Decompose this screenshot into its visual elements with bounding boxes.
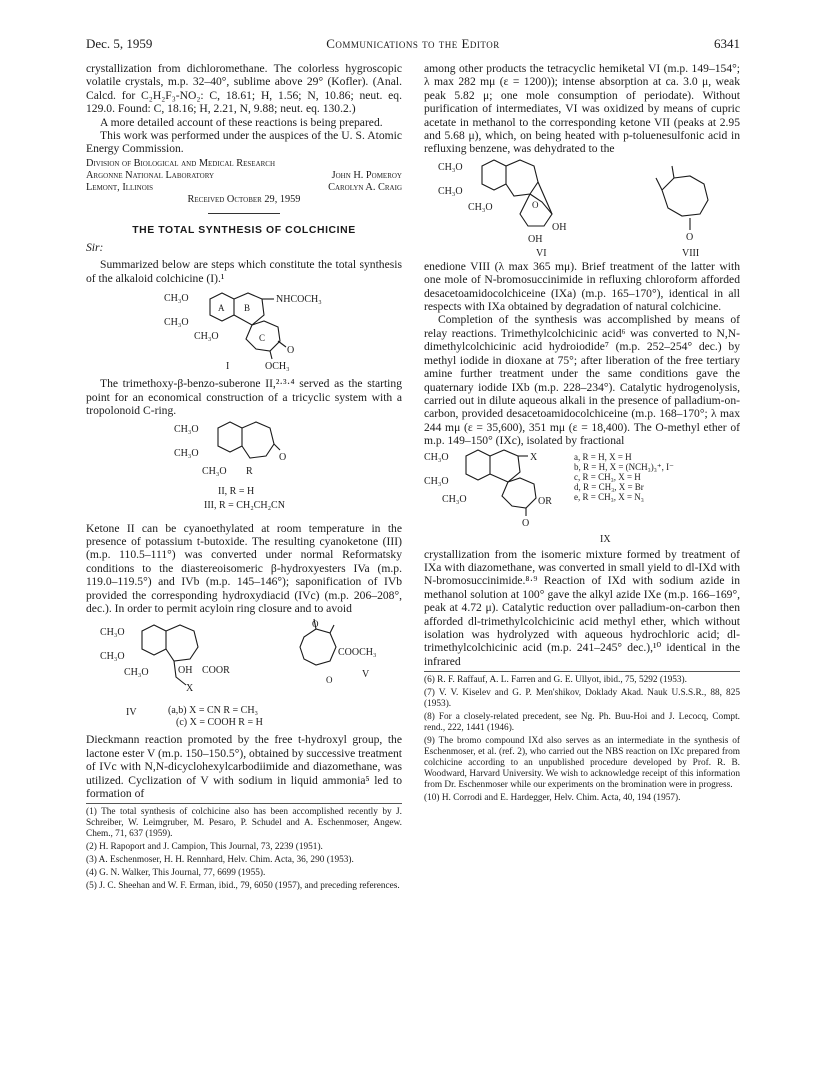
benzene-ring-bonds — [142, 625, 166, 655]
compound-label: II, R = H — [218, 485, 255, 497]
ring-bonds — [490, 450, 520, 482]
footnote-divider — [424, 671, 740, 672]
methoxy-label: CH₃O — [442, 493, 467, 505]
compound-label: I — [226, 361, 230, 373]
paragraph: This work was performed under the auspices of the U. S. Atomic Energy Commission. — [86, 129, 402, 156]
received-date: Received October 29, 1959 — [187, 194, 301, 206]
variant-label: d, R = CH₃, X = Br — [574, 481, 644, 492]
methoxy-label: CH₃O — [438, 185, 463, 197]
right-column — [424, 62, 740, 804]
bridge-bonds — [520, 194, 552, 226]
compound-label: VI — [536, 247, 547, 259]
affiliation-block — [86, 158, 402, 207]
methoxy-label: CH₃O — [438, 161, 463, 173]
x-group-label: X — [186, 683, 194, 695]
bond — [274, 444, 280, 450]
ring-label: C — [259, 333, 266, 344]
variant-label: b, R = H, X = (NCH₃)₃⁺, I⁻ — [574, 461, 674, 472]
oxo-label: O — [522, 517, 530, 529]
compound-label: IV — [126, 707, 137, 719]
oxo-label: O — [686, 231, 694, 243]
paragraph: Completion of the synthesis was accomplished by means of relay reactions. Trimethylcolchicinic acid⁶ was converted to N,N-dimethylcolchicinic acid hydroiodide⁷ (m.p. 252–254° dec.) by methyl iodide in dioxane at 75°; after liberation of the free tertiary amine further treatment under the same conditions gave the quaternary iodide IXb (m.p. 228–234°). Catalytic hydrogenolysis, carried out in dilute aqueous alkali in the presence of palladium-on-carbon, provided desacetoamidocolchiceine (m.p. 168–170°; λ max 244 mμ (ε = 35,600), 351 mμ (ε = 18,400). The O-methyl ether of m.p. 149–150° (IXc), isolated by fractional — [424, 313, 740, 448]
ring-label: B — [244, 303, 251, 314]
paragraph: Dieckmann reaction promoted by the free t-hydroxyl group, the lactone ester V (m.p. 150–150.5°), obtained by successive treatment of IVc with N,N-dicyclohexylcarbodiimide and diazomethane, was utilized. Cyclization of V with sodium in liquid ammonia⁵ led to formation of — [86, 733, 402, 800]
substituent-label: NHCOCH₃ — [276, 294, 322, 306]
structure-vi-viii — [424, 156, 740, 260]
paragraph: crystallization from dichloromethane. The colorless hygroscopic volatile crystals, m.p. 32–40°, sublime above 29° (Kofler). (Anal. Calcd. for C₂H₂F₃-NO₂: C, 18.61; H, 1.56; N, 10.86; neut. eq. 129.0. Found: C, 18.16; H, 2.21, N, 9.88; neut. eq. 130.2.) — [86, 62, 402, 116]
methoxy-label: CH₃O — [468, 201, 493, 213]
oxo-label: O — [279, 451, 287, 463]
salutation: Sir: — [86, 241, 104, 255]
hydroxyl-label: OH — [528, 233, 543, 245]
paragraph: The trimethoxy-β-benzo-suberone II,²·³·⁴ served as the starting point for an economical construction of a tricyclic system with a tropolonoid C-ring. — [86, 377, 402, 418]
ring-bonds — [662, 176, 708, 216]
footnote: (5) J. C. Sheehan and W. F. Erman, ibid., 79, 6050 (1957), and preceding references. — [86, 881, 400, 892]
footnote-divider — [86, 803, 402, 804]
compound-label: VIII — [682, 247, 700, 259]
footnote: (1) The total synthesis of colchicine also has been accomplished recently by J. Schreiber, W. Leimgruber, M. Pesaro, P. Schudel and A. Eschenmoser, Angew. Chem., 71, 637 (1959). — [86, 807, 402, 840]
methoxy-label: CH₃O — [100, 651, 125, 663]
methoxy-label: CH₃O — [164, 293, 189, 305]
compound-label: V — [362, 669, 370, 681]
structure-benzosuberone — [86, 418, 402, 522]
variant-label: (c) X = COOH R = H — [176, 717, 263, 729]
methoxy-label: CH₃O — [194, 331, 219, 343]
ring-bonds — [242, 422, 274, 458]
ring-bonds — [506, 160, 538, 196]
affiliation-line: Argonne National Laboratory — [86, 170, 215, 182]
oxo-label: O — [287, 345, 295, 357]
footnote: (4) G. N. Walker, This Journal, 77, 6699 (1955). — [86, 868, 266, 879]
variant-label: c, R = CH₃, X = H — [574, 471, 641, 482]
footnote: (3) A. Eschenmoser, H. H. Rennhard, Helv. Chim. Acta, 36, 290 (1953). — [86, 855, 354, 866]
bond — [656, 178, 662, 190]
methoxy-label: OCH₃ — [265, 361, 290, 373]
alkoxy-label: OR — [538, 495, 552, 507]
bond — [330, 625, 334, 633]
article-title: THE TOTAL SYNTHESIS OF COLCHICINE — [132, 224, 356, 236]
author-name: Carolyn A. Craig — [328, 182, 402, 194]
ring-label: A — [218, 303, 225, 314]
header-section: Communications to the Editor — [326, 36, 500, 51]
benzene-ring-bonds — [482, 160, 506, 190]
footnote: (10) H. Corrodi and E. Hardegger, Helv. Chim. Acta, 40, 194 (1957). — [424, 793, 681, 804]
variant-label: (a,b) X = CN R = CH₃ — [168, 705, 259, 717]
affiliation-line: Lemont, Illinois — [86, 182, 153, 194]
paragraph: Summarized below are steps which constitute the total synthesis of the alkaloid colchicine (I).¹ — [86, 258, 402, 285]
bond — [278, 341, 286, 347]
methoxy-label: CH₃O — [424, 451, 449, 463]
oxygen-label: O — [312, 619, 319, 630]
oxygen-label: O — [326, 675, 333, 686]
methoxy-label: CH₃O — [424, 475, 449, 487]
footnote: (2) H. Rapoport and J. Campion, This Journal, 73, 2239 (1951). — [86, 842, 323, 853]
ester-label: COOCH₃ — [338, 647, 377, 659]
compound-label: III, R = CH₂CH₂CN — [204, 499, 285, 511]
x-group-label: X — [530, 451, 538, 463]
footnote: (8) For a closely-related precedent, see Ng. Ph. Buu-Hoi and J. Lecocq, Compt. rend., 222, 1441 (1946). — [424, 712, 740, 734]
paragraph: crystallization from the isomeric mixture formed by treatment of IXa with diazomethane, was converted in small yield to dl-IXd with N-bromosuccinimide.⁸·⁹ Reaction of IXd with sodium azide in methanol solution at 100° gave the alkyl azide IXe (m.p. 166–169°, peak at 4.72 μ). Catalytic reduction over palladium-on-carbon then afforded dl-trimethylcolchicinic acid methyl ether, which without isolation was hydrolyzed with aqueous hydrochloric acid; dl-trimethylcolchicinic acid (m.p. 241–245° dec.),¹⁰ identical in the infrared — [424, 547, 740, 668]
hydroxyl-label: OH — [552, 221, 567, 233]
variant-label: a, R = H, X = H — [574, 451, 632, 462]
methoxy-label: CH₃O — [164, 317, 189, 329]
paragraph: among other products the tetracyclic hemiketal VI (m.p. 149–154°; λ max 282 mμ (ε = 1200)); intense absorption at ca. 3.0 μ, weak peak 5.82 μ; one mole consumption of periodate). Without purification of intermediates, VI was oxidized by means of cupric acetate in methanol to the corresponding ketone VII (peaks at 2.95 and 5.68 μ), which, on being heated with p-toluenesulfonic acid in refluxing benzene, was dehydrated to the — [424, 62, 740, 156]
header-date: Dec. 5, 1959 — [86, 36, 153, 51]
methoxy-label: CH₃O — [174, 423, 199, 435]
footnote: (9) The bromo compound IXd also serves as an intermediate in the synthesis of Eschenmoser, et al. (ref. 2), who carried out the NBS reaction on IXc prepared from colchicine according to an unpublished procedure developed by Prof. R. B. Woodward, Harvard University. We wish to acknowledge receipt of this information from Dr. Eschenmoser while our experiments on the bromination were in progress. — [424, 736, 740, 791]
paragraph: enedione VIII (λ max 365 mμ). Brief treatment of the latter with one mole of N-bromosuccinimide in refluxing chloroform afforded desacetoamidocolchiceine (IXa) (m.p. 165–170°), identical in all respects with IXa obtained by degradation of natural colchicine. — [424, 259, 740, 314]
running-header — [86, 36, 740, 52]
compound-label: IX — [600, 533, 611, 545]
ring-bonds — [166, 625, 198, 661]
methoxy-label: CH₃O — [174, 447, 199, 459]
divider — [208, 213, 280, 214]
left-column — [86, 62, 402, 892]
methoxy-label: CH₃O — [124, 667, 149, 679]
methoxy-label: CH₃O — [202, 465, 227, 477]
author-name: John H. Pomeroy — [331, 170, 402, 182]
structure-ix — [424, 448, 740, 548]
paragraph: A more detailed account of these reactions is being prepared. — [100, 115, 383, 129]
benzene-ring-bonds — [218, 422, 242, 452]
bond — [270, 351, 272, 359]
lactone-ring-bonds — [300, 629, 336, 665]
bond — [538, 182, 552, 214]
r-group-label: R — [246, 465, 253, 477]
paragraph: Ketone II can be cyanoethylated at room temperature in the presence of potassium t-butoxide. The resulting cyanoketone (III) (m.p. 110.5–111°) was converted under normal Reformatsky conditions to the diastereoisomeric β-hydroxyesters IVa (m.p. 119.0–119.5°) and IVb (m.p. 145–146°); saponification of IVb provided the corresponding hydroxydiacid (IVc) (m.p. 206–208°, dec.). In order to permit acyloin ring closure and to avoid — [86, 521, 402, 615]
variant-label: e, R = CH₃, X = N₃ — [574, 491, 644, 502]
footnote: (6) R. F. Raffauf, A. L. Farren and G. E. Ullyot, ibid., 75, 5292 (1953). — [424, 675, 687, 686]
hydroxyl-label: OH — [178, 665, 193, 677]
methoxy-label: CH₃O — [100, 627, 125, 639]
benzene-ring-bonds — [466, 450, 490, 480]
structure-iv-v — [86, 615, 402, 733]
footnote: (7) V. V. Kiselev and G. P. Men'shikov, Doklady Akad. Nauk U.S.S.R., 88, 825 (1953). — [424, 688, 740, 710]
affiliation-line: Division of Biological and Medical Research — [86, 157, 276, 169]
structure-colchicine — [86, 285, 402, 377]
oxygen-label: O — [532, 199, 539, 210]
bond — [672, 166, 674, 178]
tropolone-ring-bonds — [502, 478, 536, 508]
ester-label: COOR — [202, 665, 230, 677]
header-page-number: 6341 — [714, 36, 740, 51]
